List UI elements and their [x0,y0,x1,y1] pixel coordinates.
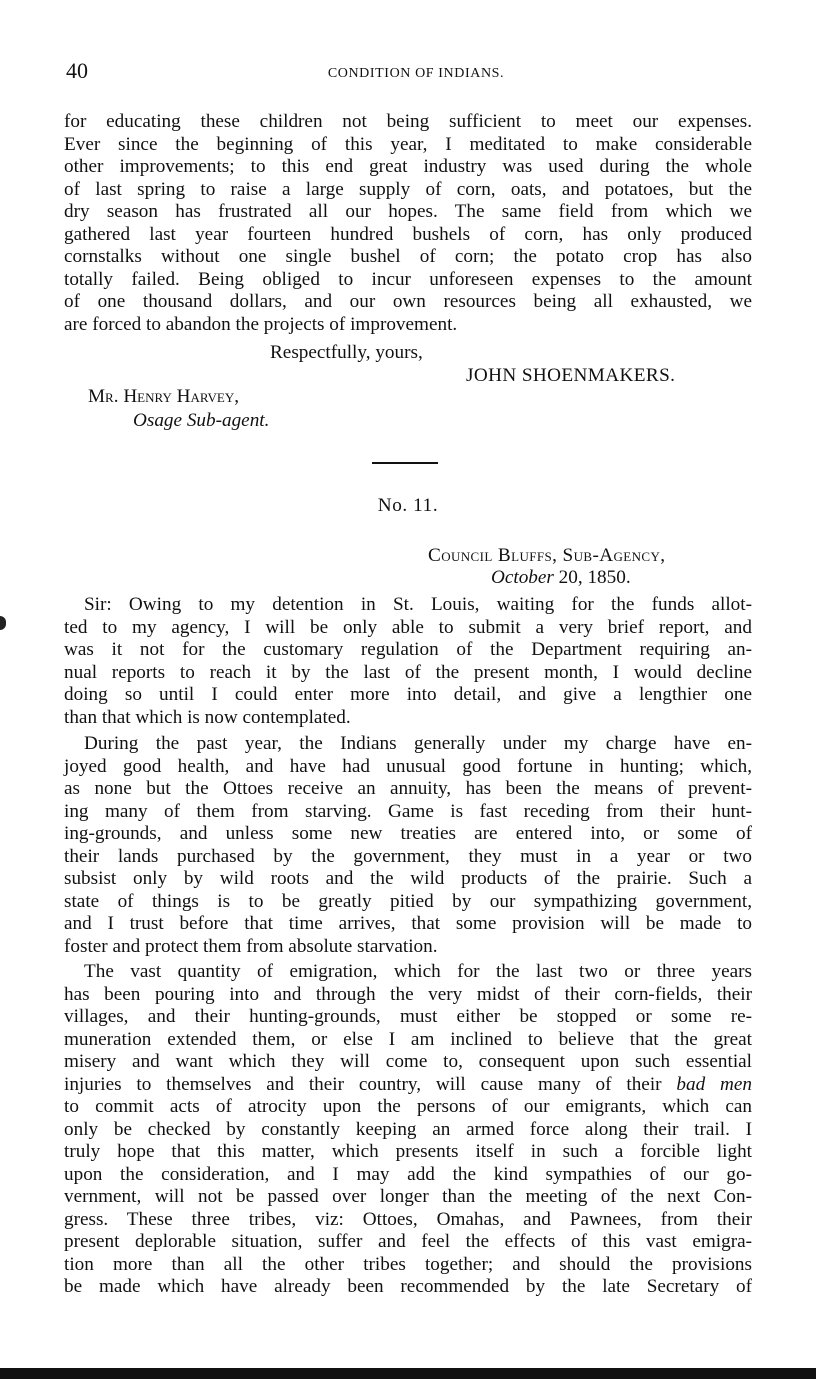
text-line: for educating these children not being sufficient to meet our expenses. [64,111,752,132]
text-line: villages, and their hunting-grounds, must either be stopped or some re- [64,1006,752,1027]
text-line: to commit acts of atrocity upon the persons of our emigrants, which can [64,1096,752,1117]
report-paragraph-3 [64,961,752,1299]
text-line: was it not for the customary regulation of the Department requiring an- [64,639,752,660]
text-line: gathered last year fourteen hundred bushels of corn, has only produced [64,223,752,245]
section-divider [372,462,438,464]
text-line: than that which is now contemplated. [64,706,351,728]
text-line [64,1074,752,1097]
text-line: has been pouring into and through the very midst of their corn-fields, their [64,983,752,1005]
text-line: their lands purchased by the government, they must in a year or two [64,845,752,867]
text-line: present deplorable situation, suffer and feel the effects of this vast emigra- [64,1231,752,1252]
report-paragraph-2 [64,733,752,958]
scan-bottom-border [0,1368,816,1379]
text-line: foster and protect them from absolute starvation. [64,935,438,957]
text-line: cornstalks without one single bushel of corn; the potato crop has also [64,246,752,267]
text-line: muneration extended them, or else I am inclined to believe that the great [64,1028,752,1050]
text-line: as none but the Ottoes receive an annuity, has been the means of prevent- [64,778,752,799]
text-line: gress. These three tribes, viz: Ottoes, Omahas, and Pawnees, from their [64,1208,752,1230]
text-line: nual reports to reach it by the last of the present month, I would decline [64,661,752,683]
document-place: Council Bluffs, Sub-Agency, [428,545,666,566]
text-line: misery and want which they will come to, consequent upon such essential [64,1051,752,1072]
page-number: 40 [66,58,88,83]
report-paragraph-1 [64,594,752,729]
text-line: state of things is to be greatly pitied by our sympathizing government, [64,890,752,912]
text-line: vernment, will not be passed over longer than the meeting of the next Con- [64,1186,752,1207]
text-line: totally failed. Being obliged to incur unforeseen expenses to the amount [64,268,752,290]
document-date-month: October [491,567,554,588]
text-line: of one thousand dollars, and our own resources being all exhausted, we [64,291,752,312]
text-line: and I trust before that time arrives, that some provision will be made to [64,913,752,934]
text-segment: injuries to themselves and their country, will cause many of their [64,1073,677,1095]
emphasized-text: bad men [676,1073,752,1095]
letter-closing-paragraph [64,111,752,336]
document-date [491,567,631,589]
text-line: During the past year, the Indians generally under my charge have en- [84,733,752,754]
letter-addressee-title: Osage Sub-agent. [133,410,270,431]
text-line: joyed good health, and have had unusual good fortune in hunting; which, [64,755,752,777]
text-line: ted to my agency, I will be only able to submit a very brief report, and [64,616,752,638]
text-line: truly hope that this matter, which presents itself in such a forcible light [64,1141,752,1162]
text-line: only be checked by constantly keeping an armed force along their trail. I [64,1118,752,1140]
text-line: tion more than all the other tribes together; and should the provisions [64,1253,752,1275]
text-line: subsist only by wild roots and the wild products of the prairie. Such a [64,868,752,889]
text-line: ing-grounds, and unless some new treaties are entered into, or some of [64,823,752,844]
running-head: CONDITION OF INDIANS. [327,66,505,81]
letter-signature: JOHN SHOENMAKERS. [466,365,676,386]
letter-closing: Respectfully, yours, [270,342,423,363]
text-line: Sir: Owing to my detention in St. Louis, waiting for the funds allot- [84,594,752,615]
text-line: Ever since the beginning of this year, I meditated to make considerable [64,133,752,155]
scan-edge-mark [0,616,6,630]
text-line: doing so until I could enter more into detail, and give a lengthier one [64,684,752,705]
document-number: No. 11. [377,495,439,516]
text-line: be made which have already been recommended by the late Secretary of [64,1276,752,1297]
text-line: other improvements; to this end great industry was used during the whole [64,156,752,177]
text-line: The vast quantity of emigration, which for the last two or three years [84,961,752,982]
text-line: are forced to abandon the projects of improvement. [64,313,458,335]
document-date-rest: 20, 1850. [553,567,631,588]
text-line: of last spring to raise a large supply of corn, oats, and potatoes, but the [64,178,752,200]
text-line: upon the consideration, and I may add the kind sympathies of our go- [64,1163,752,1185]
letter-addressee: Mr. Henry Harvey, [88,386,240,407]
text-line: dry season has frustrated all our hopes. The same field from which we [64,201,752,222]
text-line: ing many of them from starving. Game is fast receding from their hunt- [64,800,752,822]
